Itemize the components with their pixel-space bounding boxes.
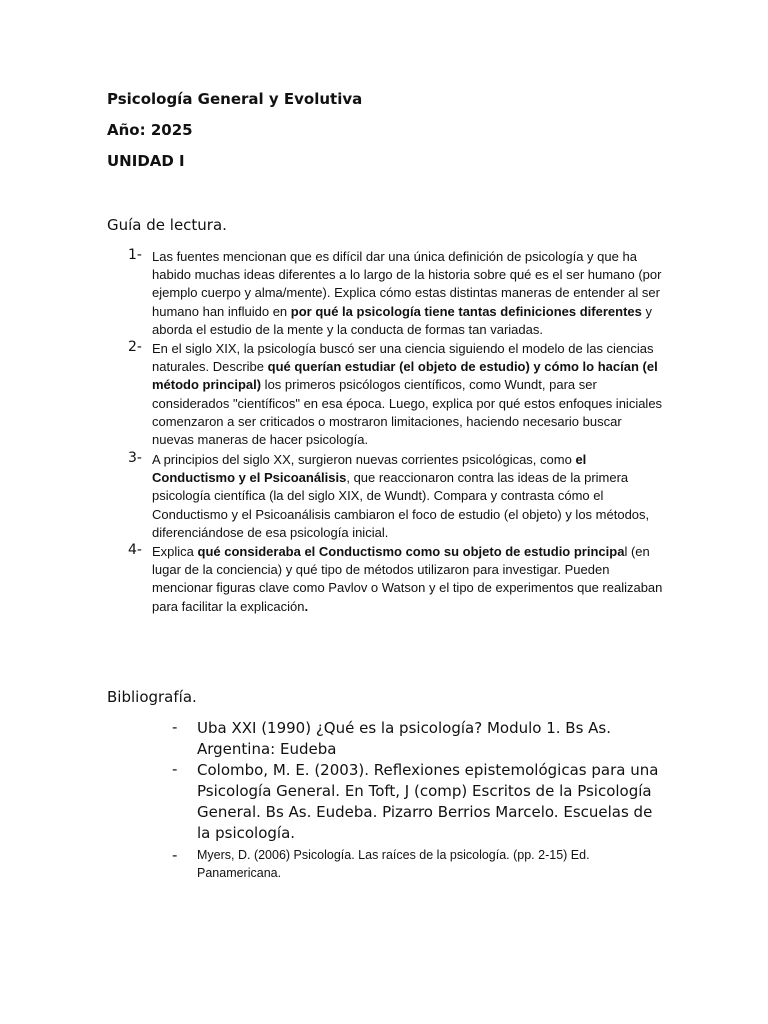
bibliography-item [172,718,667,760]
question-4: 4- Explica qué consideraba el Conductismo como su objeto de estudio principal (en lugar de la conciencia) y qué tipo de métodos utilizaron para investigar. Pueden mencionar figuras clave como Pavlov o Watson y el tipo de experimentos que realizaban para facilitar la explicación. [128,542,663,614]
bibliography-item [172,760,667,844]
list-dash: - [172,760,178,778]
unit-label: UNIDAD I [107,152,185,170]
bibliography-title: Bibliografía. [107,688,197,706]
question-number: 3- [128,450,142,466]
reading-guide-title: Guía de lectura. [107,216,227,234]
year-label: Año: 2025 [107,121,193,139]
bibliography-text: Uba XXI (1990) ¿Qué es la psicología? Modulo 1. Bs As. Argentina: Eudeba [197,719,612,758]
question-2: 2- En el siglo XIX, la psicología buscó ser una ciencia siguiendo el modelo de las ciencias naturales. Describe qué querían estudiar (el objeto de estudio) y cómo lo hacían (el método principal) los primeros psicólogos científicos, como Wundt, para ser considerados "científicos" en esa época. Luego, explica por qué estos enfoques iniciales comenzaron a ser criticados o mostraron limitaciones, haciendo necesario buscar nuevas maneras de hacer psicología. [128,339,663,448]
course-title: Psicología General y Evolutiva [107,90,363,108]
question-number: 2- [128,339,142,355]
bibliography-text: Myers, D. (2006) Psicología. Las raíces de la psicología. (pp. 2-15) Ed. Panamericana. [197,848,590,880]
question-number: 1- [128,247,142,263]
bibliography-text: Colombo, M. E. (2003). Reflexiones epistemológicas para una Psicología General. En Toft, J (comp) Escritos de la Psicología General. Bs As. Eudeba. Pizarro Berrios Marcelo. Escuelas de la psicología. [197,761,659,842]
question-3: 3- A principios del siglo XX, surgieron nuevas corrientes psicológicas, como el Conductismo y el Psicoanálisis, que reaccionaron contra las ideas de la primera psicología científica (la del siglo XIX, de Wundt). Compara y contrasta cómo el Conductismo y el Psicoanálisis cambiaron el foco de estudio (el objeto) y los métodos, diferenciándose de esa psicología inicial. [128,450,650,540]
list-dash: - [172,846,178,864]
bibliography-item [172,846,667,882]
question-1: 1- Las fuentes mencionan que es difícil dar una única definición de psicología y que ha habido muchas ideas diferentes a lo largo de la historia sobre qué es el ser humano (por ejemplo cuerpo y alma/mente). Explica cómo estas distintas maneras de entender al ser humano han influido en por qué la psicología tiene tantas definiciones diferentes y aborda el estudio de la mente y la conducta de formas tan variadas. [128,247,662,337]
list-dash: - [172,718,178,736]
question-number: 4- [128,542,142,558]
